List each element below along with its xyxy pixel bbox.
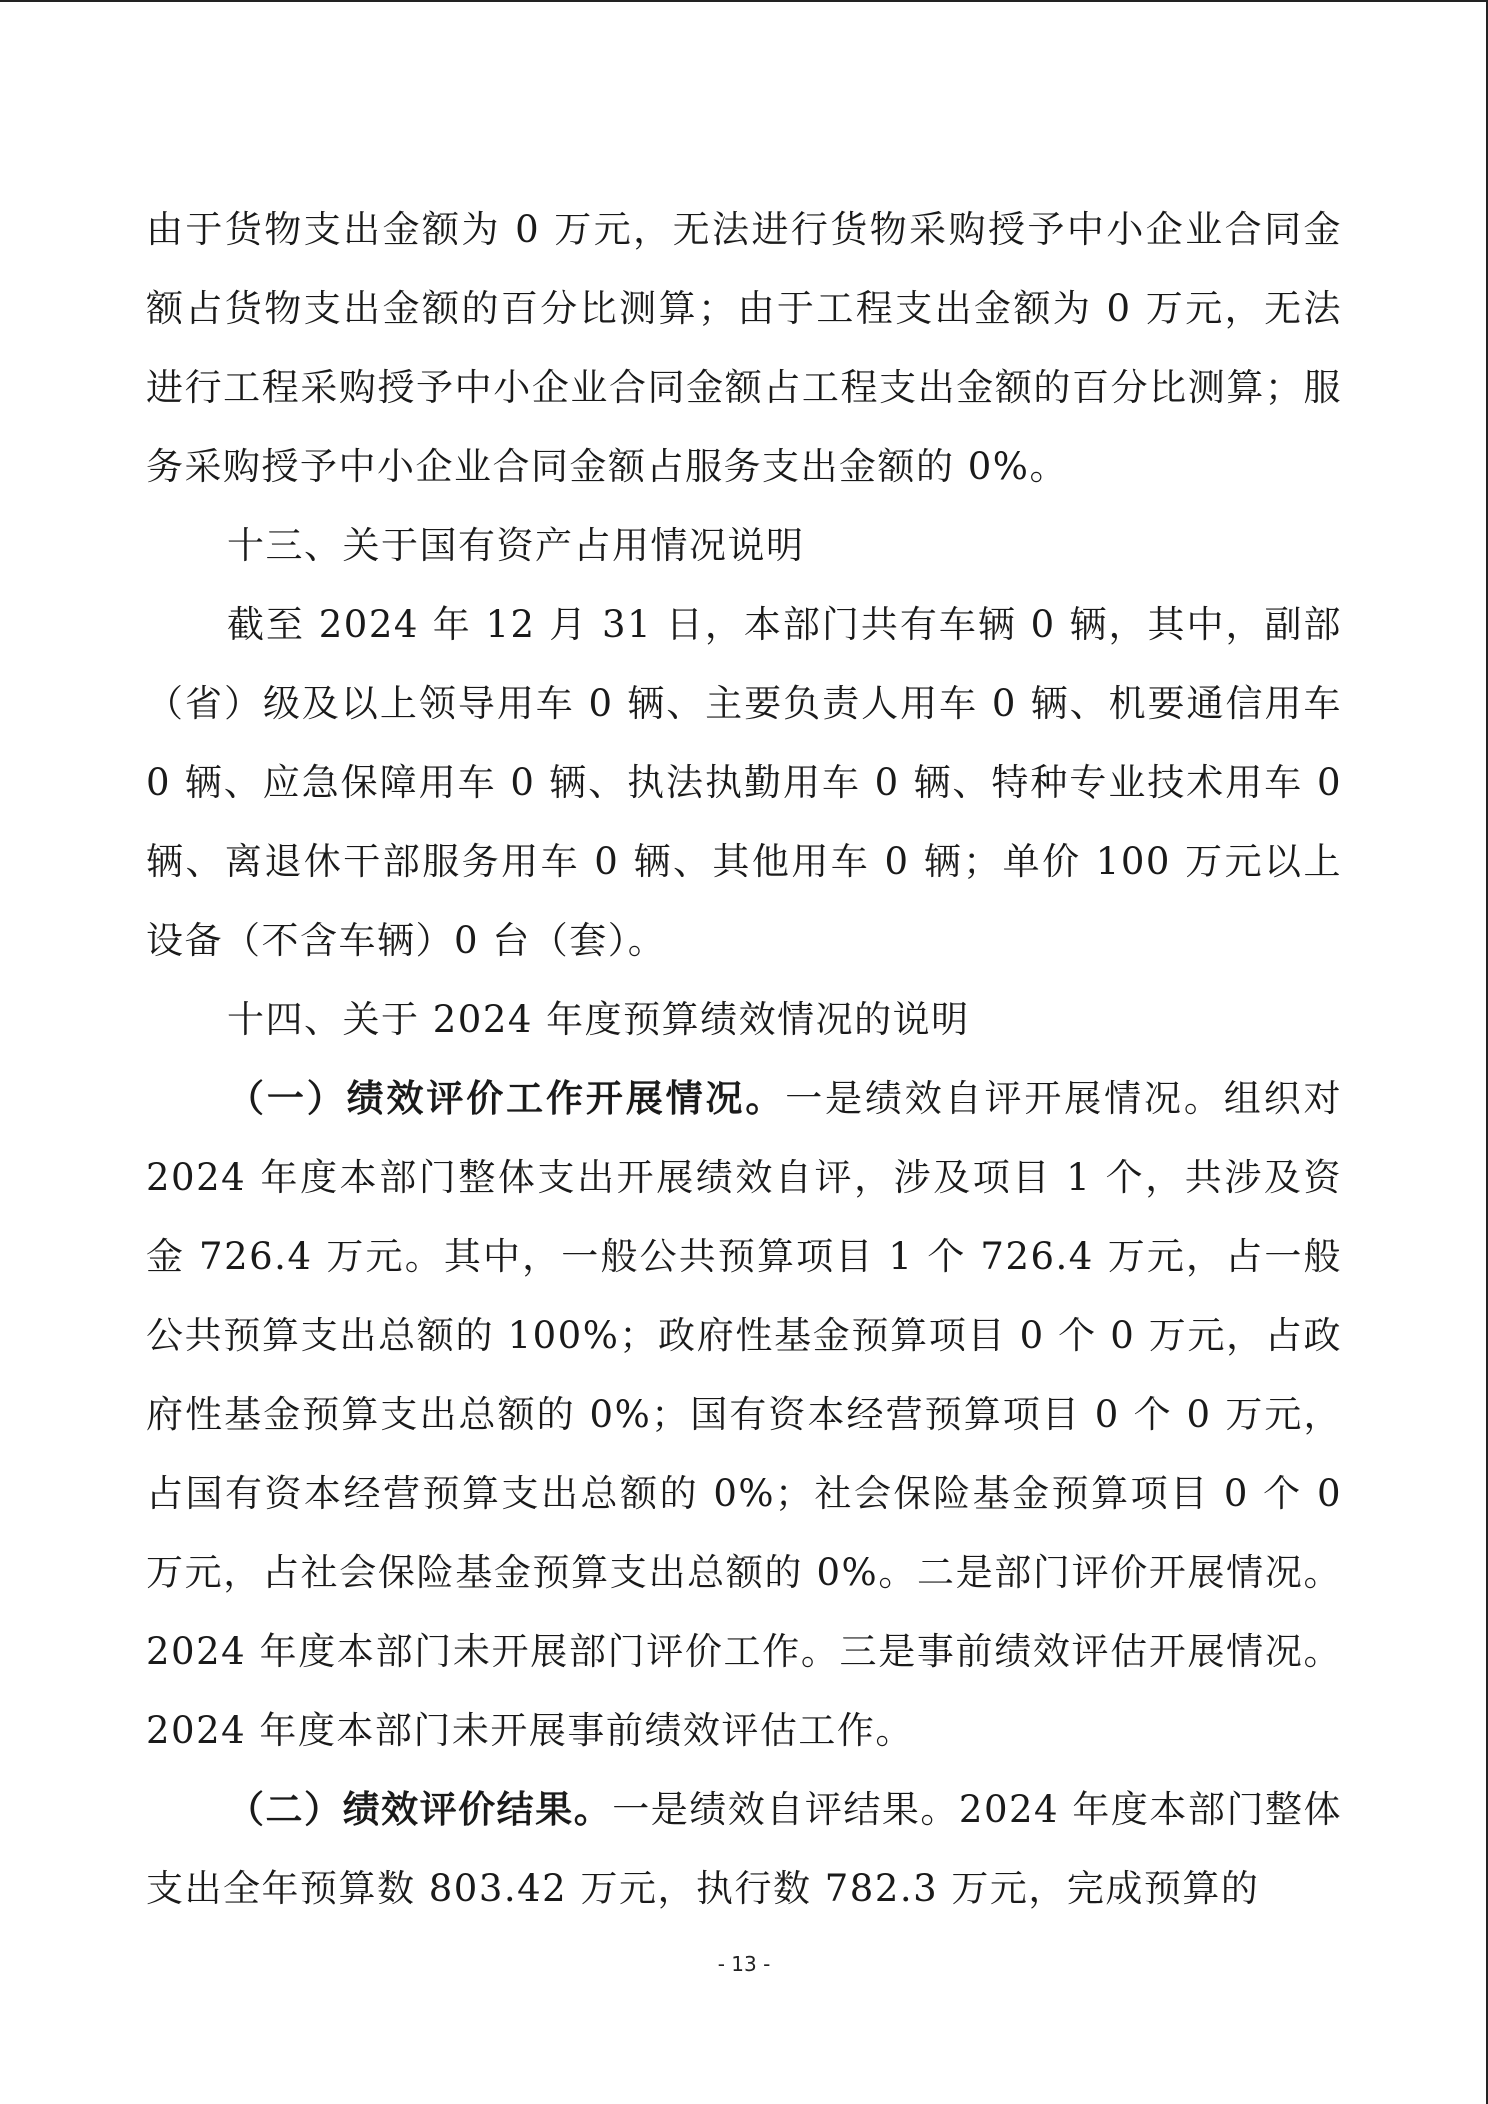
subsection-2-title: （二）绩效评价结果。 — [227, 1787, 613, 1831]
heading-section-13: 十三、关于国有资产占用情况说明 — [227, 524, 805, 567]
subsection-1-title: （一）绩效评价工作开展情况。 — [227, 1076, 786, 1120]
heading-section-14: 十四、关于 2024 年度预算绩效情况的说明 — [227, 998, 970, 1041]
subsection-2-body: 一是绩效自评结果。2024 年度本部门整体支出全年预算数 803.42 万元，执行数 782.3 万元，完成预算的 — [146, 1788, 1342, 1910]
subsection-1-body: 一是绩效自评开展情况。组织对 2024 年度本部门整体支出开展绩效自评，涉及项目 1 个，共涉及资金 726.4 万元。其中，一般公共预算项目 1 个 726.4 万元，占一般公共预算支出总额的 100%；政府性基金预算项目 0 个 0 万元，占政府性基金预算支出总额的 0%；国有资本经营预算项目 0 个 0 万元，占国有资本经营预算支出总额的 0%；社会保险基金预算项目 0 个 0 万元，占社会保险基金预算支出总额的 0%。二是部门评价开展情况。2024 年度本部门未开展部门评价工作。三是事前绩效评估开展情况。2024 年度本部门未开展事前绩效评估工作。 — [146, 1077, 1343, 1752]
paragraph-procurement-continuation: 由于货物支出金额为 0 万元，无法进行货物采购授予中小企业合同金额占货物支出金额的百分比测算；由于工程支出金额为 0 万元，无法进行工程采购授予中小企业合同金额占工程支出金额的百分比测算；服务采购授予中小企业合同金额占服务支出金额的 0%。 — [146, 208, 1342, 488]
paragraph-evaluation-results — [146, 1770, 1342, 1928]
page-number: - 13 - — [717, 1952, 771, 1976]
paragraph-evaluation-work — [146, 1059, 1342, 1770]
document-body — [146, 190, 1342, 1928]
paragraph-state-assets: 截至 2024 年 12 月 31 日，本部门共有车辆 0 辆，其中，副部（省）级及以上领导用车 0 辆、主要负责人用车 0 辆、机要通信用车 0 辆、应急保障用车 0 辆、执法执勤用车 0 辆、特种专业技术用车 0 辆、离退休干部服务用车 0 辆、其他用车 0 辆；单价 100 万元以上设备（不含车辆）0 台（套）。 — [146, 603, 1342, 962]
